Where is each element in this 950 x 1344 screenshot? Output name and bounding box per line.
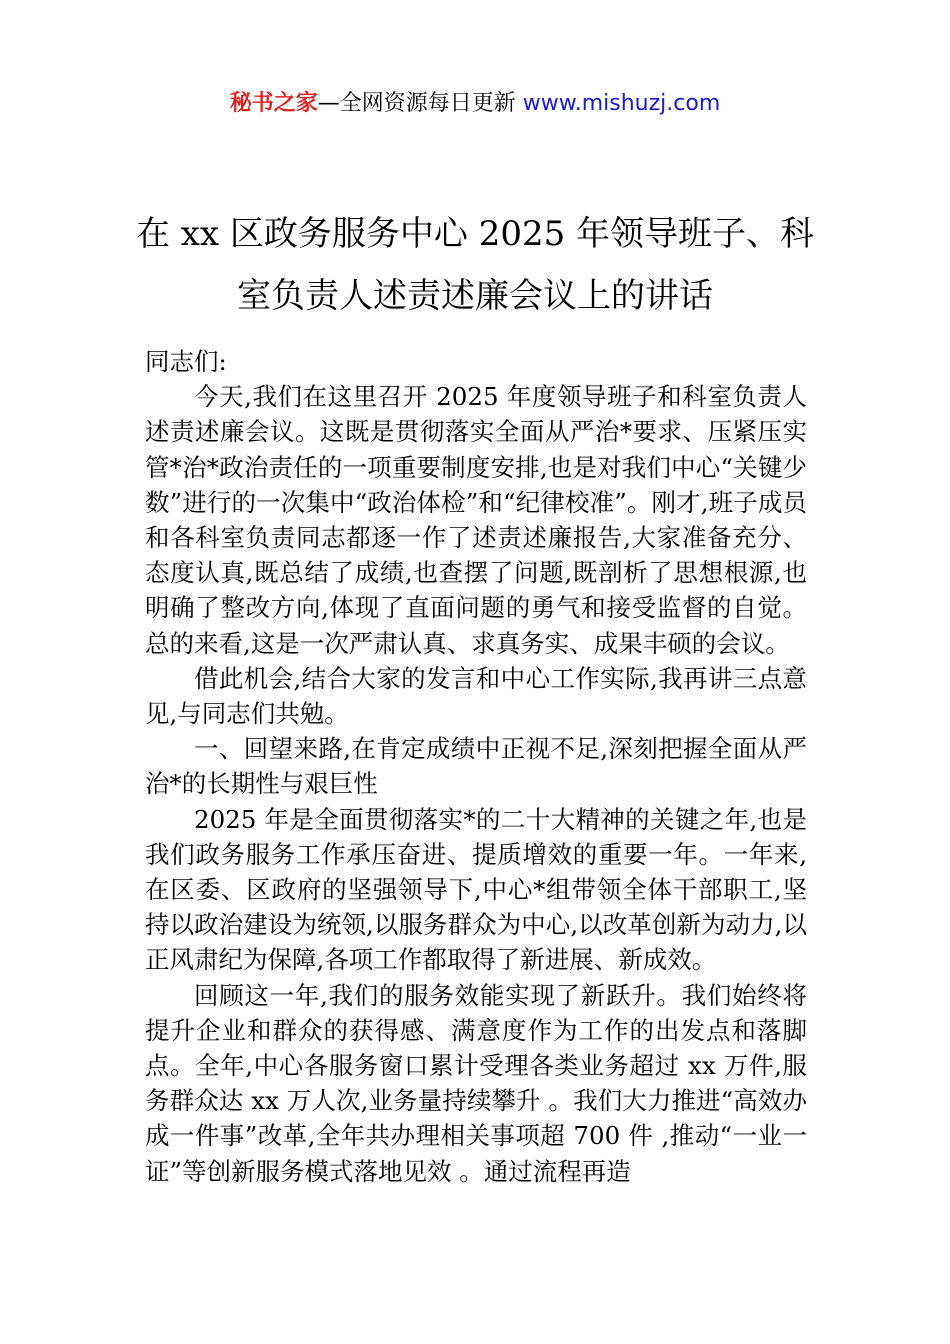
site-url-link[interactable]: www.mishuzj.com — [522, 91, 721, 116]
body-paragraph: 今天,我们在这里召开 2025 年度领导班子和科室负责人述责述廉会议。这既是贯彻落实全面从严治*要求、压紧压实管*治*政治责任的一项重要制度安排,也是对我们中心“关键少数”进行的一次集中“政治体检”和“纪律校准”。刚才,班子成员和各科室负责同志都逐一作了述责述廉报告,大家准备充分、态度认真,既总结了成绩,也查摆了问题,既剖析了思想根源,也明确了整改方向,体现了直面问题的勇气和接受监督的自觉。总的来看,这是一次严肃认真、求真务实、成果丰硕的会议。 — [145, 382, 807, 658]
salutation: 同志们: — [145, 347, 227, 376]
body-paragraph: 回顾这一年,我们的服务效能实现了新跃升。我们始终将提升企业和群众的获得感、满意度作为工作的出发点和落脚点。全年,中心各服务窗口累计受理各类业务超过 xx 万件,服务群众达 xx 万人次,业务量持续攀升 。我们大力推进“高效办成一件事”改革,全年共办理相关事项超 700 件 ,推动“一业一证”等创新服务模式落地见效 。通过流程再造 — [145, 980, 807, 1186]
site-brand: 秘书之家 — [229, 91, 318, 116]
site-header — [0, 86, 950, 122]
site-tagline: —全网资源每日更新 — [317, 91, 523, 116]
body-paragraph: 2025 年是全面贯彻落实*的二十大精神的关键之年,也是我们政务服务工作承压奋进、提质增效的重要一年。一年来,在区委、区政府的坚强领导下,中心*组带领全体干部职工,坚持以政治建设为统领,以服务群众为中心,以改革创新为动力,以正风肃纪为保障,各项工作都取得了新进展、新成效。 — [145, 804, 807, 975]
document-title: 在 xx 区政务服务中心 2025 年领导班子、科室负责人述责述廉会议上的讲话 — [135, 213, 815, 316]
section-heading: 一、回望来路,在肯定成绩中正视不足,深刻把握全面从严治*的长期性与艰巨性 — [145, 734, 807, 799]
body-paragraph: 借此机会,结合大家的发言和中心工作实际,我再讲三点意见,与同志们共勉。 — [145, 663, 807, 729]
document-body — [145, 344, 807, 1189]
